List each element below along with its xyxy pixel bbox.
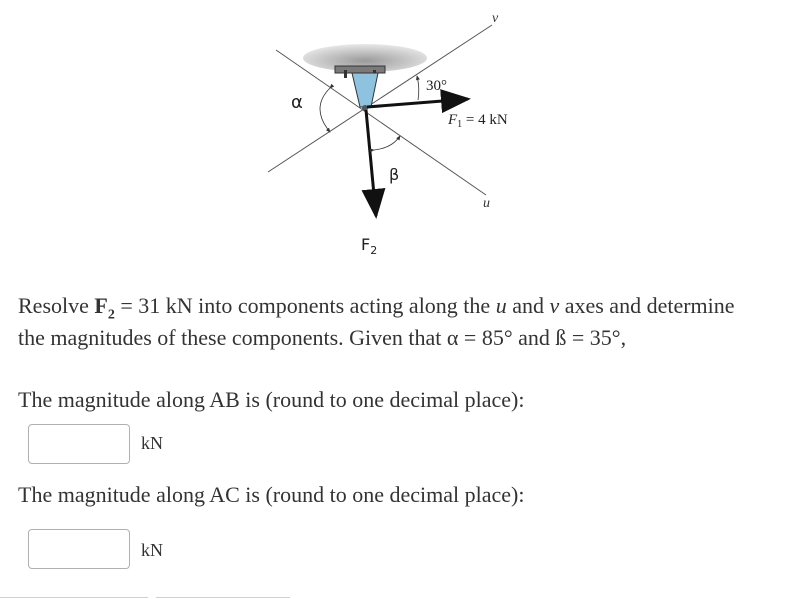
divider [156,597,290,598]
mounting-plate [335,66,385,73]
beta-label: β [389,165,400,184]
alpha-arc [320,88,330,132]
answer-input-ac[interactable] [28,529,130,569]
f1-arrow [367,99,468,107]
divider [0,597,148,598]
answer-input-ab[interactable] [28,424,130,464]
unit-label-ab: kN [141,433,163,453]
u-axis-label: u [483,196,490,211]
alpha-label: α [291,92,303,113]
force-diagram [0,0,790,280]
unit-label-ac: kN [141,540,163,560]
v-axis-label: v [492,11,499,26]
angle-30-arc [417,76,419,100]
problem-statement: Resolve $F_2 = 31$ kN into components acting along the u and v axes and determine the magnitudes of these components. Given that α = 85° and ß = 35°, [18,293,735,350]
question-ab: The magnitude along AB is (round to one decimal place): [18,387,525,412]
f1-label: $F_1 = 4$ kN [448,112,508,130]
f2-label: $F_2$ [361,235,378,257]
beta-arc [374,136,400,150]
question-ac: The magnitude along AC is (round to one decimal place): [18,482,525,507]
angle-30-label: 30° [426,78,447,94]
f2-arrow [366,110,376,216]
